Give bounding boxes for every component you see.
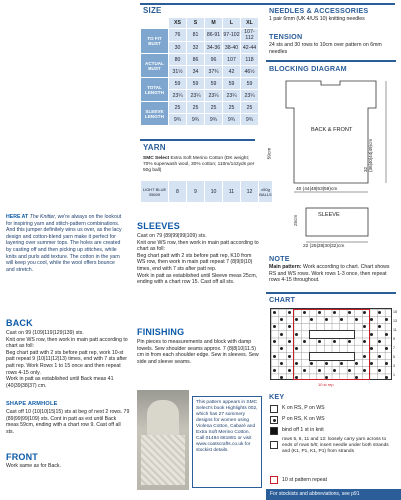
key-bindoff-square [270, 427, 278, 435]
armhole-text: Cast off 10 (10|10|15|15) sts at beg of next 2 rows. 79 (89|99|99|109) sts. Cont in patt as est until Back meas 59cm, ending with a chart row 9. Cast off all sts. [6, 409, 130, 435]
size-table: XS S M L XL TO FIT BUST 76 81 86-91 97-102 107-112 30 32 34-36 38-40 42-44 ACTUAL BUST 80 86 96 107 118 31½ 34 37¾ 42 46½ TOTAL LENGTH 59 59 59 59 59 23¼ 23¼ 23¼ 23¼ 23¼ SLEEVE LENGTH 25 25 25 25 25 9¾ 9¾ 9¾ 9¾ 9¾ [140, 17, 259, 126]
yarn-heading: YARN [143, 143, 166, 152]
key-item-4: rows 5, 6, 11 and 12: loosely carry yarn across to ends of rows 5/6; insert needle under both strands and (K1, P1, K1, P1) from strands [282, 437, 389, 454]
key-purl-square [270, 416, 278, 424]
promo-text: This pattern appears in SMC Select's book Highlights 002, which has 27 summery designs for women using Violena Cotton, Cabaré and Extra Soft Merino Cotton. Call 01484 681881 or visit www.coatscrafts.co.uk for stockist details. [196, 400, 258, 453]
note-text: Main pattern: Work according to chart. Chart shows RS and WS rows. Work rows 1-3 once, then repeat rows 4-15 throughout. [269, 264, 390, 284]
footer-text: For stockists and abbreviations, see p91 [270, 491, 360, 497]
key-repeat-square [270, 476, 278, 484]
front-heading: FRONT [6, 452, 38, 462]
back-front-label: BACK & FRONT [311, 127, 353, 133]
key-item-3: bind off 1 st in knit [282, 427, 324, 433]
back-text: Cast on 99 (109|119|129|139) sts. Knit one WS row, then work in main patt according to chart as foll: Beg chart patt with 2 sts before patt rep, work 10-st patt repeat 9 (10|11|12|13) times, end with 7 sts after patt rep. Work Rows 1 to 15 once and then repeat rows 4-15 only. Work in patt as established until Back meas 41 (40|39|38|37) cm. [6, 330, 128, 389]
blocking-rule [266, 60, 396, 62]
yarn-description: SMC Select Extra Soft Merino Cotton (DK weight; 70% superwash wool, 30% cotton; 110m/142yds per 50g ball) [143, 156, 255, 173]
key-item-5: 10 st pattern repeat [282, 477, 327, 483]
side-label: 32 (36|40|44|49)cm [363, 138, 373, 172]
key-carry-square [270, 441, 278, 449]
carry-strand [309, 352, 355, 361]
tension-text: 24 sts and 30 rows to 10cm over pattern on 6mm needles [269, 42, 382, 55]
length-label: 59cm [267, 147, 273, 160]
yarn-table: LIGHT BLUE 05609 8 9 10 11 12 x50g BALLS [140, 180, 273, 203]
width-label: 40 (44|48|53|59)cm [296, 187, 338, 192]
needles-heading: NEEDLES & ACCESSORIES [269, 6, 369, 15]
armhole-heading: SHAPE ARMHOLE [6, 401, 58, 407]
sleeve-width-label: 22 (25|28|30|32)cm [303, 244, 345, 249]
blocking-diagram [266, 75, 399, 251]
blocking-heading: BLOCKING DIAGRAM [269, 64, 347, 73]
sleeves-heading: SLEEVES [137, 221, 180, 231]
sleeve-length-label: 25cm [293, 214, 298, 226]
size-heading: SIZE [143, 6, 162, 15]
key-item-2: P on RS, K on WS [282, 416, 325, 422]
chart-heading: CHART [269, 295, 296, 304]
back-heading: BACK [6, 318, 33, 328]
jumper-photo [137, 390, 189, 490]
yarn-rule [140, 139, 255, 141]
chart-rule [266, 292, 396, 294]
carry-strand [309, 330, 355, 339]
key-heading: KEY [269, 392, 285, 401]
chart-col-label: 10 st rep [318, 382, 334, 387]
finishing-heading: FINISHING [137, 327, 185, 337]
needles-text: 1 pair 6mm (UK 4/US 10) knitting needles [269, 16, 365, 22]
key-item-1: K on RS, P on WS [282, 405, 325, 411]
sleeves-text: Cast on 79 (89|99|99|109) sts. Knit one WS row, then work in main patt according to chart as foll: Beg chart patt with 2 sts before patt rep, K10 from WS row, then work in main patt repeat 7 (8|9|9|10) times, end with 7 sts after patt rep. Work in patt as established until Sleeve meas 25cm, ending with a chart row 15. Cast off all sts. [137, 233, 259, 286]
key-knit-square [270, 405, 278, 413]
front-text: Work same as for Back. [6, 463, 61, 469]
sleeve-label: SLEEVE [318, 212, 340, 218]
chart-row-numbers: 15 13 11 9 7 5 3 1 [393, 310, 397, 377]
finishing-text: Pin pieces to measurements and block with damp towels. Sew shoulder seams approx. 7 (8|8|10|11.5) cm in from each shoulder edge. Sew in sleeves. Sew side and sleeve seams. [137, 339, 259, 365]
promo-box [192, 396, 262, 488]
top-rule [140, 3, 395, 5]
note-heading: NOTE [269, 254, 290, 263]
knitting-chart [270, 308, 392, 380]
intro-text: HERE AT The Knitter, we're always on the lookout for inspiring yarn and stitch-pattern combinations. And this jumper definitely wins us over, as the lacy design and cotton-blend yarn make it perfect for layering over summer tops. The holes are created by casting off and then picking up stitches, while knits and purls add texture. The cotton in the yarn will keep you cool, while the wool offers bounce and stretch. [6, 214, 122, 273]
tension-heading: TENSION [269, 32, 303, 41]
